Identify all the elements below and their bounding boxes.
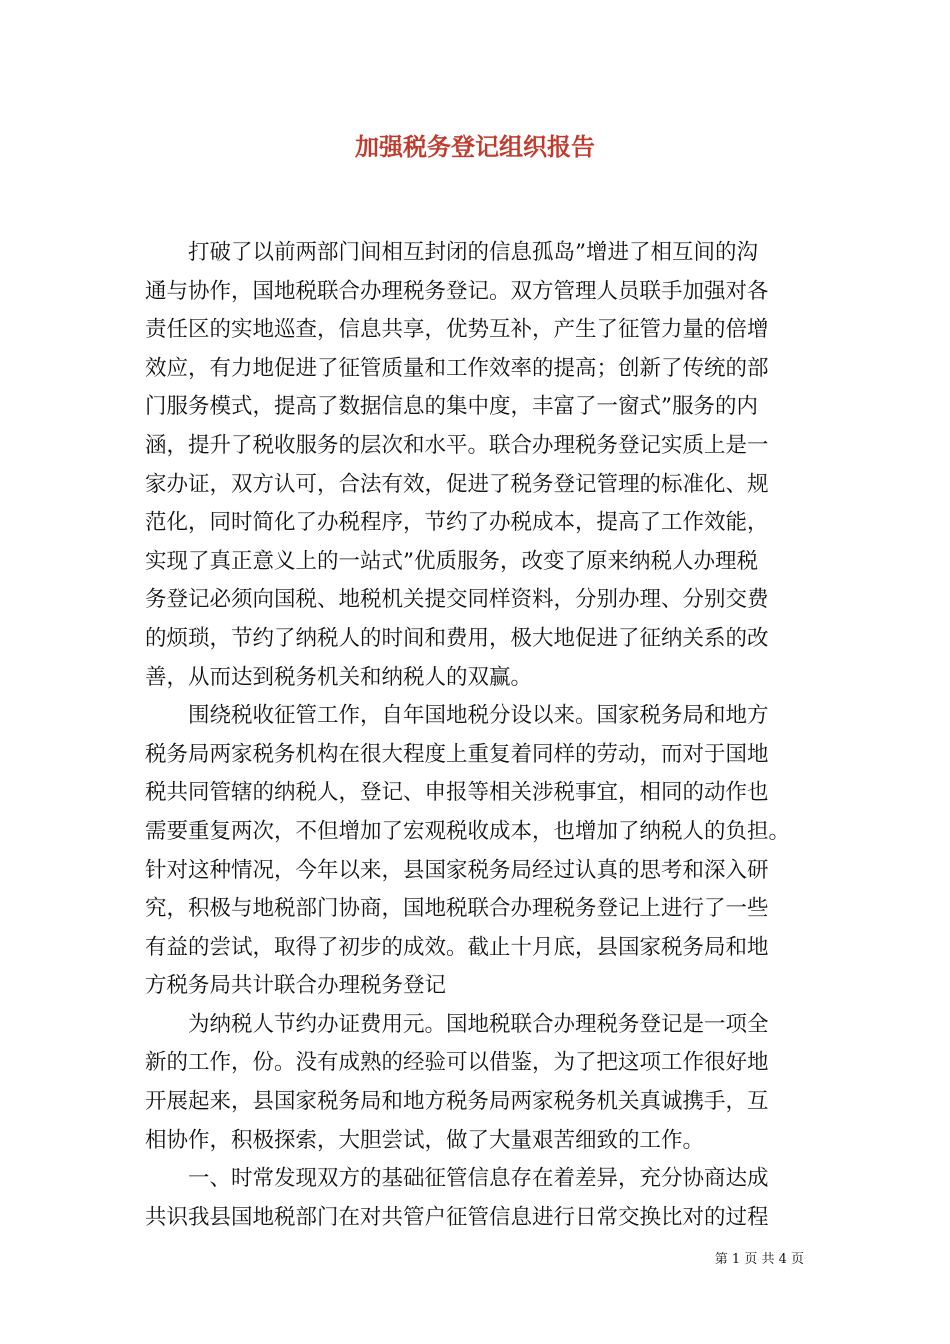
text-line: 税共同管辖的纳税人，登记、申报等相关涉税事宜，相同的动作也 [145,780,769,806]
text-line: 究，积极与地税部门协商，国地税联合办理税务登记上进行了一些 [145,896,769,922]
text-line: 责任区的实地巡查，信息共享，优势互补，产生了征管力量的倍增 [145,317,769,343]
text-line: 涵，提升了税收服务的层次和水平。联合办理税务登记实质上是一 [145,432,769,458]
text-line: 需要重复两次，不但增加了宏观税收成本，也增加了纳税人的负担。 [145,818,791,844]
text-line: 方税务局共计联合办理税务登记 [145,973,447,999]
page-title: 加强税务登记组织报告 [355,132,595,161]
paragraph-2 [145,697,815,1006]
text-line: 新的工作，份。没有成熟的经验可以借鉴，为了把这项工作很好地 [145,1050,769,1076]
text-line: 通与协作，国地税联合办理税务登记。双方管理人员联手加强对各 [145,278,769,304]
text-line: 相协作，积极探索，大胆尝试，做了大量艰苦细致的工作。 [145,1127,705,1153]
text-line: 家办证，双方认可，合法有效，促进了税务登记管理的标准化、规 [145,471,769,497]
text-line: 围绕税收征管工作，自年国地税分设以来。国家税务局和地方 [145,703,769,729]
text-line: 针对这种情况，今年以来，县国家税务局经过认真的思考和深入研 [145,857,769,883]
text-line: 效应，有力地促进了征管质量和工作效率的提高；创新了传统的部 [145,355,769,381]
document-body [145,234,815,1237]
text-line: 善，从而达到税务机关和纳税人的双赢。 [145,664,533,690]
text-line: 共识我县国地税部门在对共管户征管信息进行日常交换比对的过程 [145,1204,769,1230]
text-line: 有益的尝试，取得了初步的成效。截止十月底，县国家税务局和地 [145,934,769,960]
text-line: 一、时常发现双方的基础征管信息存在着差异，充分协商达成 [145,1166,769,1192]
text-line: 的烦琐，节约了纳税人的时间和费用，极大地促进了征纳关系的改 [145,625,769,651]
paragraph-4 [145,1160,815,1237]
text-line: 为纳税人节约办证费用元。国地税联合办理税务登记是一项全 [145,1011,769,1037]
paragraph-3 [145,1006,815,1160]
text-line: 门服务模式，提高了数据信息的集中度，丰富了一窗式”服务的内 [145,394,758,420]
page-number: 第 1 页 共 4 页 [714,1252,804,1267]
text-line: 实现了真正意义上的一站式”优质服务，改变了原来纳税人办理税 [145,548,758,574]
text-line: 范化，同时简化了办税程序，节约了办税成本，提高了工作效能， [145,510,769,536]
paragraph-1 [145,234,815,697]
text-line: 开展起来，县国家税务局和地方税务局两家税务机关真诚携手，互 [145,1089,769,1115]
text-line: 税务局两家税务机构在很大程度上重复着同样的劳动，而对于国地 [145,741,769,767]
text-line: 打破了以前两部门间相互封闭的信息孤岛”增进了相互间的沟 [145,240,758,265]
text-line: 务登记必须向国税、地税机关提交同样资料，分别办理、分别交费 [145,587,769,613]
